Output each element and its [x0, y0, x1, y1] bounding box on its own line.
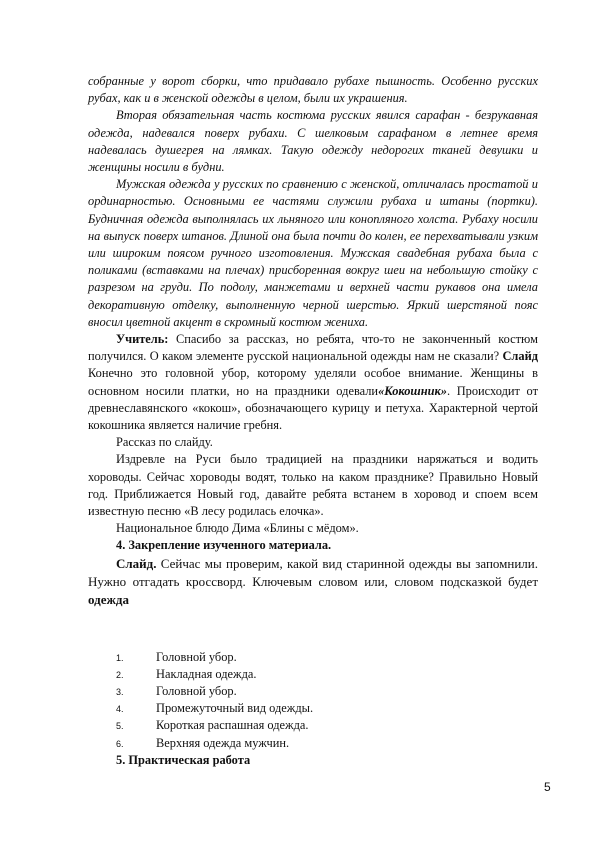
list-item-number: 3. [116, 687, 124, 698]
list-item-text: Накладная одежда. [156, 666, 257, 681]
page-content [88, 73, 538, 769]
paragraph-mens-clothing: Мужская одежда у русских по сравнению с женской, отличалась простатой и ординарностью. Основными ее частями служили рубаха и штаны (портки). Будничная одежда выполнялась их льняного или конопляного холста. Рубаху носили на выпуск поверх штанов. Длиной она была почти до колен, ее перехватывали узким или широким поясом ручного изготовления. Мужская свадебная рубаха была с поликами (вставками на плечах) присборенная вокруг шеи на небольшую стойку с разрезом на груди. По подолу, манжетами и верхней части рукавов она имела декоративную отделку, выполненную черной шерстью. Яркий шерстяной пояс вносил цветной акцент в скромный костюм жениха. [88, 177, 538, 329]
list-item [88, 666, 538, 683]
slide-label: Слайд [502, 349, 538, 364]
list-item [88, 700, 538, 717]
crossword-keyword: одежда [88, 591, 129, 607]
list-item-number: 4. [116, 704, 124, 715]
list-item [88, 683, 538, 700]
paragraph-national-dish: Национальное блюдо Дима «Блины с мёдом». [116, 521, 359, 536]
list-item-number: 6. [116, 738, 124, 749]
paragraph-shirt-ornament: собранные у ворот сборки, что придавало рубахе пышность. Особенно русских рубах, как и в женской одежды в целом, были их украшения. [88, 74, 538, 106]
slide-label-2: Слайд. [116, 555, 157, 571]
list-item [88, 735, 538, 752]
list-item-text: Головной убор. [156, 684, 237, 699]
crossword-clues-list [88, 649, 538, 752]
crossword-intro-text: Сейчас мы проверим, какой вид старинной одежды вы запомнили. Нужно отгадать кроссворд. Ключевым словом или, словом подсказкой будет [88, 555, 538, 589]
teacher-text-3: . Происходит от древнеславянского «кокош», обозначающего курицу и петуха. Характерной чертой кокошника является наличие гребня. [88, 383, 538, 433]
section-4-heading: 4. Закрепление изученного материала. [116, 538, 332, 553]
teacher-text-1: Спасибо за рассказ, но ребята, что-то не законченный костюм получился. О каком элементе русской национальной одежды нам не сказали? [88, 332, 538, 364]
list-item-text: Короткая распашная одежда. [156, 718, 309, 733]
page-number: 5 [544, 780, 551, 794]
paragraph-teacher [88, 331, 538, 434]
section-5-heading: 5. Практическая работа [116, 752, 251, 767]
list-item-text: Верхняя одежда мужчин. [156, 735, 290, 750]
list-item-text: Промежуточный вид одежды. [156, 701, 314, 716]
list-item-number: 1. [116, 652, 124, 663]
list-item-text: Головной убор. [156, 649, 237, 664]
list-item-number: 2. [116, 669, 124, 680]
list-item [88, 649, 538, 666]
paragraph-khorovod: Издревле на Руси было традицией на праздники наряжаться и водить хороводы. Сейчас хороводы водят, только на каком празднике? Правильно Новый год. Приближается Новый год, давайте ребята встанем в хоровод и споем всем известную песню «В лесу родилась елочка». [88, 452, 538, 519]
teacher-text-2: Конечно это головной убор, которому уделяли особое внимание. Женщины в основном носили платки, но на праздники одевали [88, 366, 538, 398]
kokoshnik-term: «Кокошник» [378, 383, 447, 398]
list-item-number: 5. [116, 721, 124, 732]
list-item [88, 717, 538, 734]
paragraph-sarafan: Вторая обязательная часть костюма русских явился сарафан - безрукавная одежда, надевался поверх рубахи. С шелковым сарафаном в летнее время надевалась душегрея на лямках. Такую одежду недорогих тканей девушки и женщины носили в будни. [88, 108, 538, 175]
teacher-label: Учитель: [116, 332, 169, 347]
paragraph-crossword-intro [88, 555, 538, 609]
paragraph-story-slide: Рассказ по слайду. [116, 435, 213, 450]
spacer [88, 609, 538, 649]
